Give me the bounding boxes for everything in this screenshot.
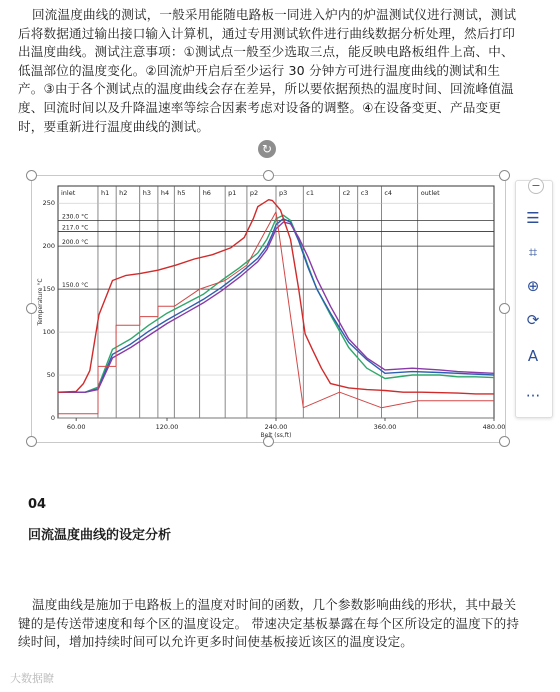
zone-label: p3 — [279, 189, 288, 197]
reference-line-label: 230.0 °C — [62, 213, 89, 221]
zone-label: h5 — [177, 189, 186, 197]
x-tick-label: 240.00 — [264, 423, 288, 431]
y-tick-label: 250 — [42, 199, 55, 208]
reference-line-label: 217.0 °C — [62, 224, 89, 232]
profile-analysis-paragraph: 温度曲线是施加于电路板上的温度对时间的函数，几个参数影响曲线的形状，其中最关键的是传送带速度和每个区的温度设定。 带速决定基板暴露在每个区所设定的温度下的持续时间，增加持续时间可以允许更多时间使基板接近该区的温度设定。 — [18, 597, 520, 650]
y-tick-label: 100 — [42, 328, 55, 337]
crop-icon[interactable]: ⌗ — [528, 243, 538, 261]
rotate-icon[interactable]: ↻ — [258, 140, 276, 158]
reflow-profile-chart — [34, 178, 506, 440]
zone-label: h1 — [100, 189, 110, 197]
watermark: 大数据瞭 — [10, 672, 54, 685]
text-recognize-icon[interactable]: A — [527, 347, 539, 365]
zoom-in-icon[interactable]: ⊕ — [526, 277, 540, 295]
zone-label: h2 — [119, 189, 128, 197]
y-tick-label: 150 — [42, 285, 55, 294]
y-tick-label: 0 — [50, 414, 55, 422]
zone-label: c3 — [360, 189, 369, 197]
reference-line-label: 200.0 °C — [62, 239, 89, 247]
zone-label: h3 — [142, 189, 152, 197]
section-title: 回流温度曲线的设定分析 — [28, 528, 172, 543]
zone-label: p2 — [249, 189, 259, 197]
zone-label: c1 — [306, 189, 314, 197]
reference-line-label: 150.0 °C — [62, 282, 89, 290]
intro-paragraph: 回流温度曲线的测试，一般采用能随电路板一同进入炉内的炉温测试仪进行测试，测试后将数据通过输出接口输入计算机，通过专用测试软件进行曲线数据分析处理，然后打印出温度曲线。测试注意事项：①测试点一般至少选取三点，能反映电路板组件上高、中、低温部位的温度变化。②回流炉开启后至少运行 30 分钟方可进行温度曲线的测试和生产。③由于各个测试点的温度曲线会存在差异，所以要依据预热的温度时间、回流峰值温度、回流时间以及升降温速率等综合因素考虑对设备的调整。④在设备变更、产品变更时，要重新进行温度曲线的测试。 — [18, 7, 517, 134]
zone-label: p1 — [228, 189, 237, 197]
x-tick-label: 360.00 — [373, 423, 397, 431]
zone-label: c2 — [342, 189, 351, 197]
replace-icon[interactable]: ⟳ — [526, 311, 540, 329]
y-axis-label: Temperature °C — [37, 278, 44, 326]
y-tick-label: 50 — [46, 371, 55, 380]
section-number: 04 — [28, 497, 47, 512]
zone-label: c4 — [384, 189, 393, 197]
x-axis-label: Belt (ss,ft) — [260, 432, 292, 439]
x-tick-label: 120.00 — [155, 423, 179, 431]
more-icon[interactable]: ··· — [525, 387, 541, 405]
y-tick-label: 200 — [42, 242, 55, 251]
crop-lines-icon[interactable]: ☰ — [526, 209, 540, 227]
x-tick-label: 480.00 — [482, 423, 506, 431]
zone-label: h4 — [160, 189, 170, 197]
collapse-icon[interactable]: − — [528, 178, 544, 194]
zone-label: h6 — [202, 189, 211, 197]
zone-label: outlet — [420, 189, 440, 197]
x-tick-label: 60.00 — [66, 423, 86, 431]
zone-label: inlet — [61, 189, 76, 197]
